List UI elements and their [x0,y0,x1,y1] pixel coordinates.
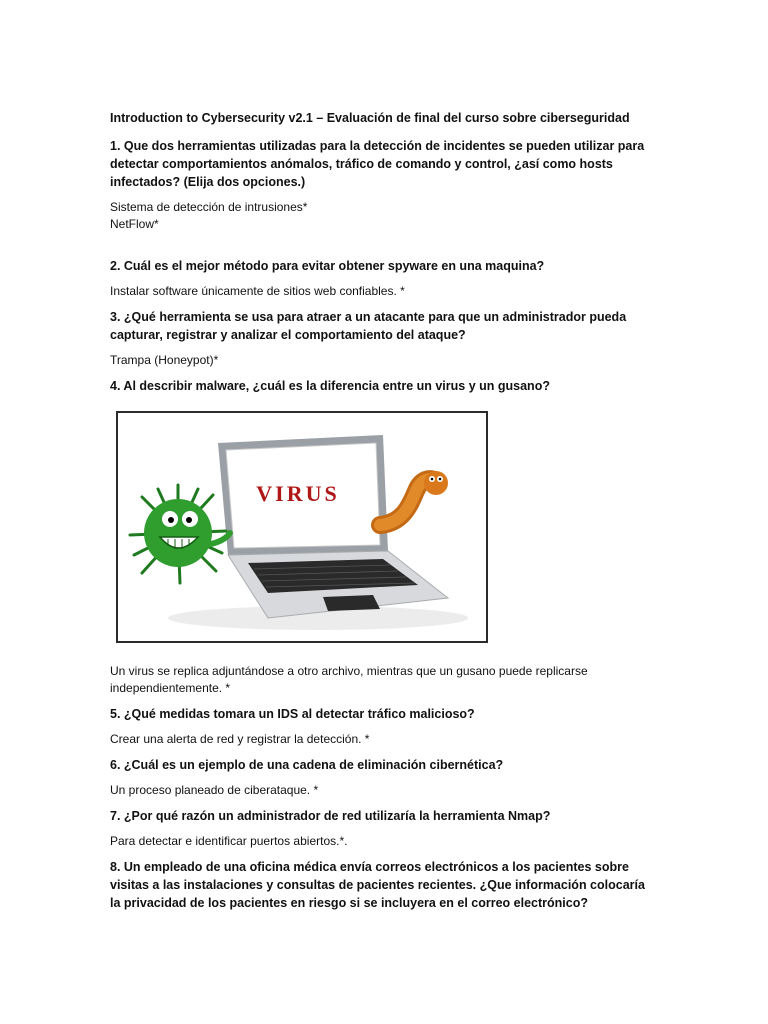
answer-7: Para detectar e identificar puertos abiertos.*. [110,834,348,848]
screen-virus-text: VIRUS [256,481,340,506]
document-title: Introduction to Cybersecurity v2.1 – Evaluación de final del curso sobre ciberseguridad [110,111,630,125]
laptop-icon [218,435,448,618]
question-5: 5. ¿Qué medidas tomara un IDS al detectar tráfico malicioso? [110,707,475,721]
illustration-svg [118,413,486,641]
document-page [110,110,650,920]
answer-2: Instalar software únicamente de sitios web confiables. * [110,284,405,298]
answer-3: Trampa (Honeypot)* [110,353,219,367]
question-8: 8. Un empleado de una oficina médica envía correos electrónicos a los pacientes sobre visitas a las instalaciones y consultas de pacientes recientes. ¿Que información colocaría la privacidad de los pacientes en riesgo si se incluyera en el correo electrónico? [110,860,645,910]
question-3: 3. ¿Qué herramienta se usa para atraer a un atacante para que un administrador pueda capturar, registrar y analizar el comportamiento del ataque? [110,310,627,342]
virus-worm-illustration [116,411,488,643]
question-7: 7. ¿Por qué razón un administrador de red utilizaría la herramienta Nmap? [110,809,551,823]
answer-1 [110,199,650,233]
answer-5: Crear una alerta de red y registrar la detección. * [110,732,370,746]
question-2: 2. Cuál es el mejor método para evitar obtener spyware en una maquina? [110,259,545,273]
answer-4: Un virus se replica adjuntándose a otro archivo, mientras que un gusano puede replicarse independientemente. * [110,664,588,695]
question-6: 6. ¿Cuál es un ejemplo de una cadena de eliminación cibernética? [110,758,504,772]
virus-monster-icon [130,485,230,583]
worm-icon [380,471,448,525]
answer-1-option-1: Sistema de detección de intrusiones* [110,200,308,214]
question-4: 4. Al describir malware, ¿cuál es la diferencia entre un virus y un gusano? [110,379,550,393]
answer-1-option-2: NetFlow* [110,217,159,231]
answer-6: Un proceso planeado de ciberataque. * [110,783,319,797]
question-1: 1. Que dos herramientas utilizadas para la detección de incidentes se pueden utilizar para detectar comportamientos anómalos, tráfico de comando y control, ¿así como hosts infectados? (Elija dos opciones.) [110,139,645,189]
